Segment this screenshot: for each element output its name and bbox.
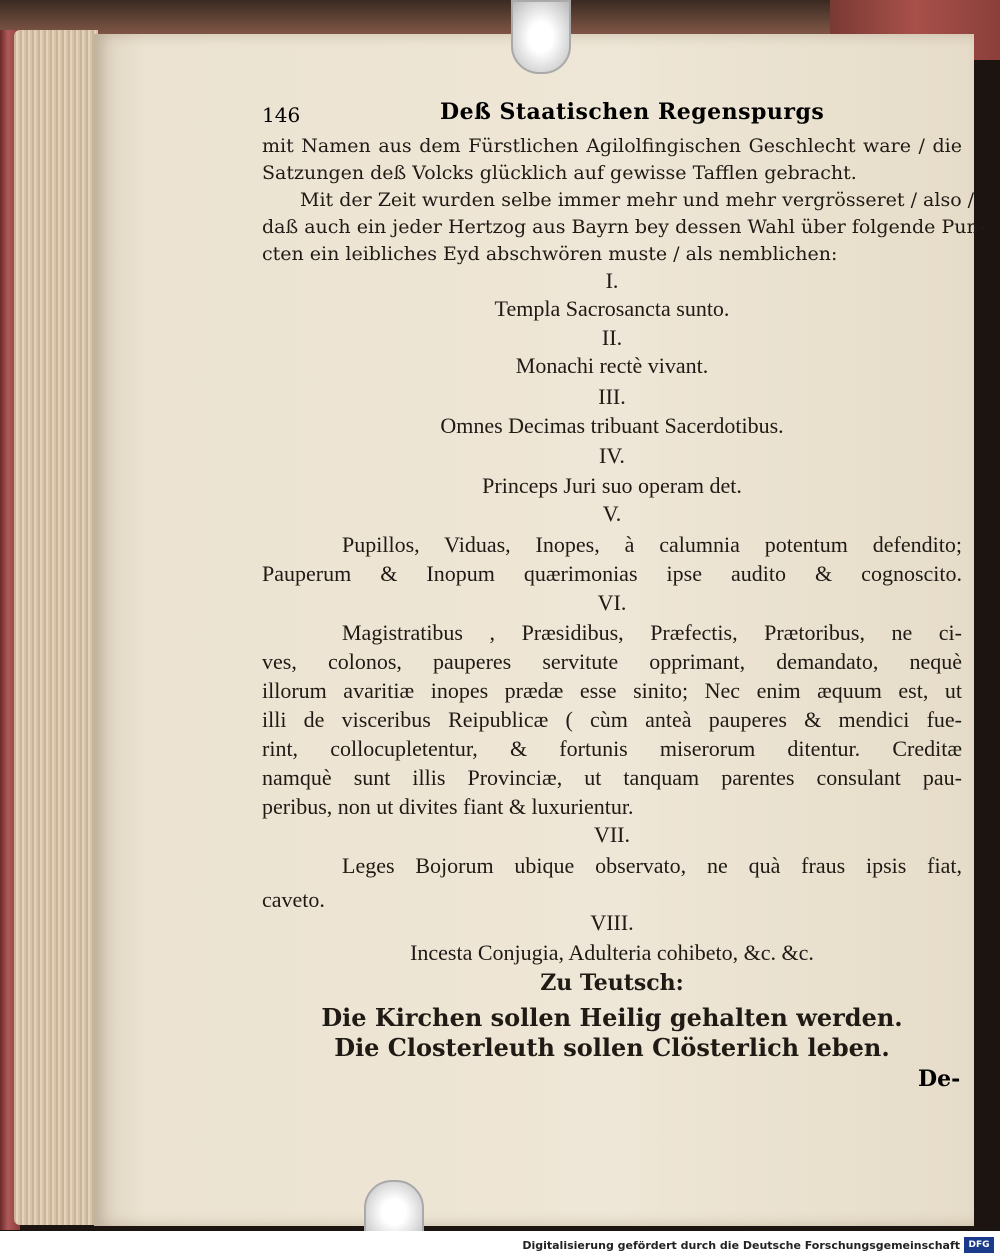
article-numeral: III. [598, 384, 626, 409]
intro-line: Satzungen deß Volcks glücklich auf gewisse Tafflen gebracht. [262, 162, 857, 184]
article-text: Monachi rectè vivant. [515, 353, 709, 378]
article-text: Templa Sacrosancta sunto. [494, 296, 730, 321]
article-text: rint, collocupletentur, & fortunis miserorum ditentur. Creditæ [262, 736, 962, 761]
german-heading: Zu Teutsch: [540, 970, 684, 996]
german-line: Die Kirchen sollen Heilig gehalten werden. [321, 1003, 903, 1032]
page-stack-edge [14, 30, 98, 1225]
article-text: Pupillos, Viduas, Inopes, à calumnia potentum defendito; [342, 532, 962, 557]
article-numeral: II. [601, 325, 623, 350]
article-numeral: VI. [597, 590, 627, 615]
article-text: Omnes Decimas tribuant Sacerdotibus. [440, 413, 784, 438]
catchword: De- [918, 1066, 961, 1092]
article-numeral: I. [605, 268, 619, 293]
article-text: ves, colonos, pauperes servitute opprimant, demandato, nequè [262, 649, 962, 674]
article-text: Pauperum & Inopum quærimonias ipse audito & cognoscito. [262, 561, 962, 586]
running-title: Deß Staatischen Regenspurgs [440, 99, 825, 125]
page-clip-top [511, 0, 571, 74]
footer-bar [0, 1231, 1000, 1257]
page-number: 146 [262, 103, 301, 127]
article-numeral: IV. [599, 443, 625, 468]
article-numeral: VII. [593, 822, 631, 847]
article-text: Magistratibus , Præsidibus, Præfectis, Prætoribus, ne ci- [342, 620, 962, 645]
intro-line: mit Namen aus dem Fürstlichen Agilolfingischen Geschlecht ware / die [262, 135, 962, 157]
intro-line: daß auch ein jeder Hertzog aus Bayrn bey dessen Wahl über folgende Pun- [262, 216, 986, 238]
article-text: namquè sunt illis Provinciæ, ut tanquam parentes consulant pau- [262, 765, 962, 790]
article-text: Incesta Conjugia, Adulteria cohibeto, &c. &c. [410, 940, 814, 965]
intro-line: cten ein leibliches Eyd abschwören muste / als nemblichen: [262, 243, 838, 265]
article-text: illorum avaritiæ inopes prædæ esse sinito; Nec enim æquum est, ut [262, 678, 962, 703]
article-text: Princeps Juri suo operam det. [482, 473, 742, 498]
intro-line: Mit der Zeit wurden selbe immer mehr und mehr vergrösseret / also / [300, 189, 975, 211]
dfg-logo: DFG [964, 1237, 994, 1253]
article-text: illi de visceribus Reipublicæ ( cùm anteà pauperes & mendici fue- [262, 707, 962, 732]
article-text: caveto. [262, 887, 325, 912]
article-numeral: VIII. [590, 910, 634, 935]
article-text: Leges Bojorum ubique observato, ne quà fraus ipsis fiat, [342, 853, 962, 878]
article-text: peribus, non ut divites fiant & luxurientur. [262, 794, 634, 819]
article-numeral: V. [602, 501, 622, 526]
german-line: Die Closterleuth sollen Clösterlich leben. [334, 1033, 890, 1062]
footer-credit: Digitalisierung gefördert durch die Deutsche Forschungsgemeinschaft [522, 1239, 960, 1252]
